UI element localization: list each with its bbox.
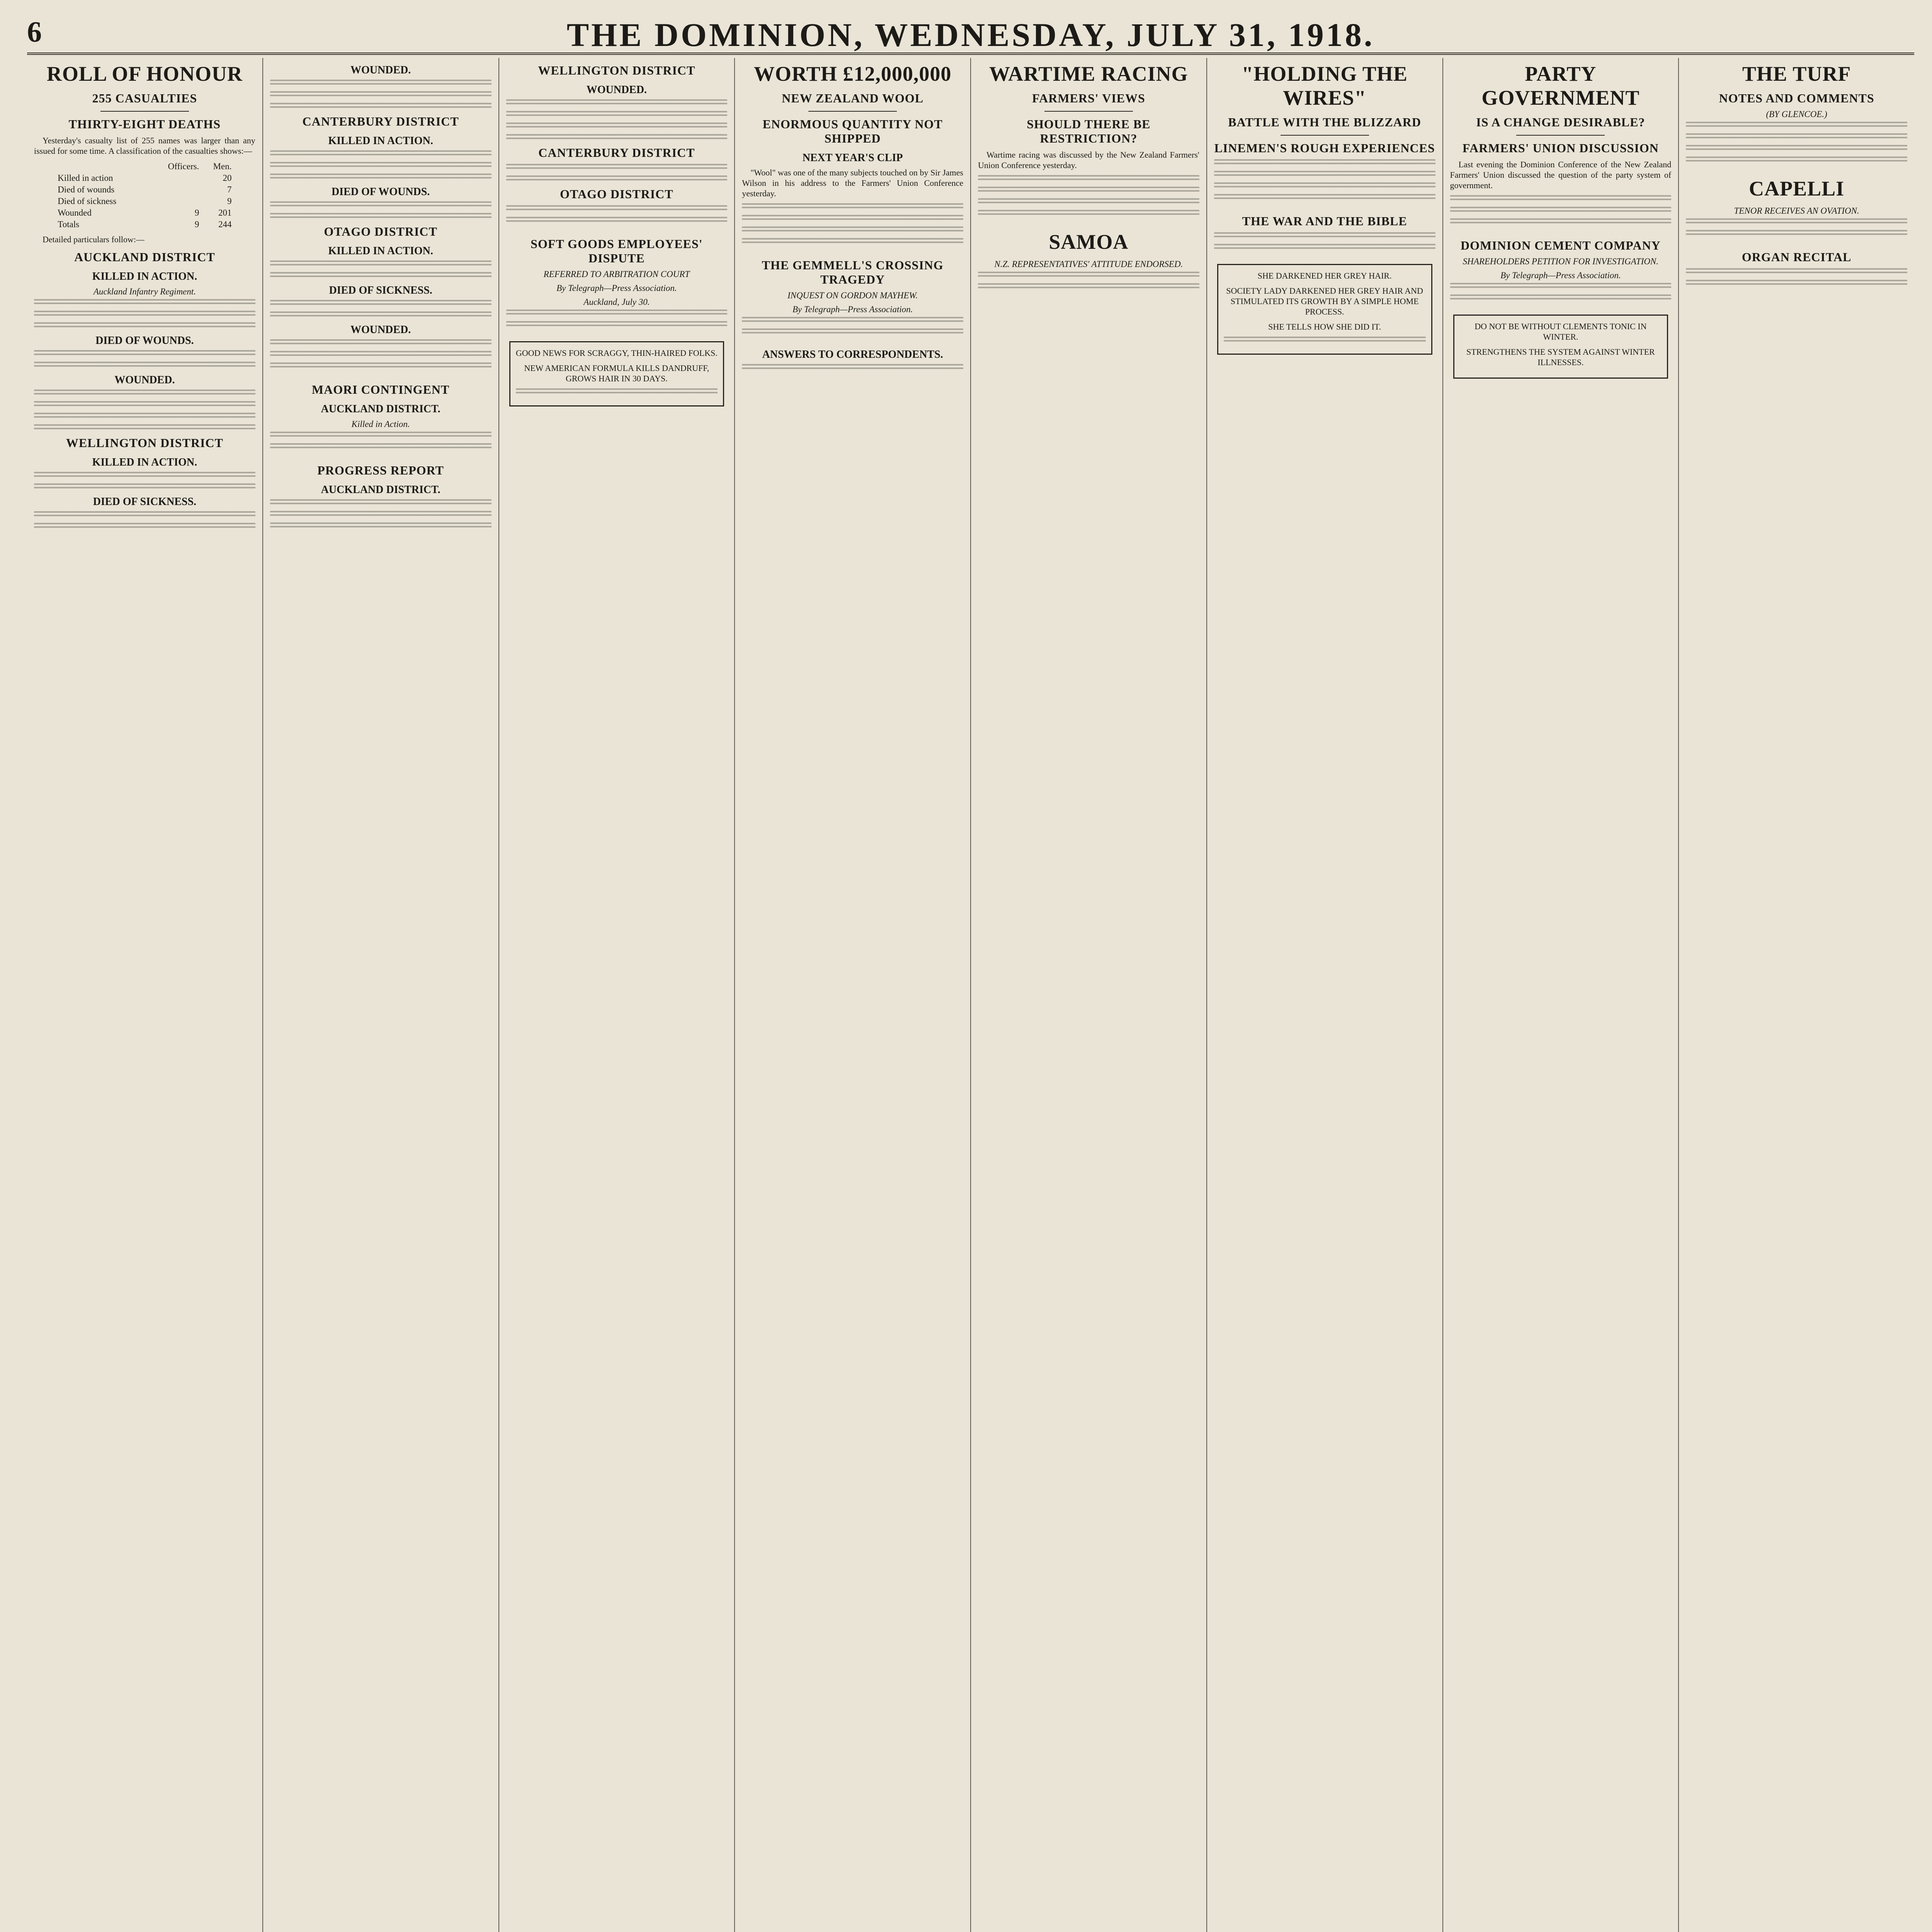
text-placeholder	[1214, 182, 1435, 189]
text-placeholder	[506, 321, 728, 327]
text-placeholder	[270, 499, 492, 505]
gemmell-title: THE GEMMELL'S CROSSING TRAGEDY	[762, 258, 944, 286]
text-placeholder	[270, 201, 492, 207]
table-cell: 244	[218, 219, 232, 229]
text-placeholder	[1450, 195, 1672, 201]
racing-sub2: SHOULD THERE BE RESTRICTION?	[1027, 117, 1151, 145]
soft-goods-sub: REFERRED TO ARBITRATION COURT	[543, 269, 690, 279]
canterbury-district-heading: CANTERBURY DISTRICT	[302, 114, 459, 128]
turf-sub: NOTES AND COMMENTS	[1719, 91, 1874, 105]
canterbury-district-heading: CANTERBURY DISTRICT	[538, 146, 695, 160]
wool-sub2: ENORMOUS QUANTITY NOT SHIPPED	[762, 117, 943, 145]
war-bible-article	[1214, 214, 1435, 250]
text-placeholder	[978, 198, 1199, 204]
cement-title: DOMINION CEMENT COMPANY	[1460, 238, 1661, 252]
text-placeholder	[34, 511, 255, 517]
divider	[100, 111, 189, 112]
newspaper-title: THE DOMINION, WEDNESDAY, JULY 31, 1918.	[566, 16, 1375, 53]
text-placeholder	[742, 203, 963, 209]
column-2	[263, 58, 499, 1932]
column-4	[735, 58, 971, 1932]
text-placeholder	[270, 443, 492, 449]
cement-source: By Telegraph—Press Association.	[1500, 270, 1621, 280]
text-placeholder	[978, 272, 1199, 278]
text-placeholder	[34, 322, 255, 328]
wires-sub2: LINEMEN'S ROUGH EXPERIENCES	[1214, 141, 1435, 155]
wool-sub3: NEXT YEAR'S CLIP	[802, 152, 903, 164]
turf-byline: (BY GLENCOE.)	[1766, 109, 1827, 119]
text-placeholder	[1214, 171, 1435, 177]
text-placeholder	[1686, 280, 1907, 286]
text-placeholder	[506, 134, 728, 140]
text-placeholder	[1686, 218, 1907, 224]
capelli-sub: TENOR RECEIVES AN OVATION.	[1734, 206, 1859, 216]
wires-title: "HOLDING THE WIRES"	[1242, 62, 1408, 109]
text-placeholder	[1224, 337, 1426, 343]
wellington-district-heading: WELLINGTON DISTRICT	[66, 436, 223, 450]
text-placeholder	[1214, 194, 1435, 200]
table-cell: 9	[194, 208, 199, 218]
column-3	[499, 58, 735, 1932]
column-7	[1443, 58, 1679, 1932]
table-cell: 9	[227, 196, 232, 206]
wounded-heading: WOUNDED.	[350, 64, 411, 76]
died-of-sickness-heading: DIED OF SICKNESS.	[93, 496, 197, 508]
wool-title: WORTH £12,000,000	[753, 62, 952, 85]
detail-note: Detailed particulars follow:—	[43, 235, 145, 244]
text-placeholder	[978, 175, 1199, 181]
wool-sub1: NEW ZEALAND WOOL	[782, 91, 924, 105]
text-placeholder	[34, 472, 255, 478]
text-placeholder	[34, 424, 255, 430]
table-cell: 9	[194, 219, 199, 229]
gemmell-source: By Telegraph—Press Association.	[792, 304, 913, 314]
table-cell	[56, 161, 149, 172]
text-placeholder	[270, 432, 492, 438]
grey-hair-sub2: SHE TELLS HOW SHE DID IT.	[1268, 322, 1381, 332]
table-row	[56, 219, 233, 230]
progress-report-article	[270, 463, 492, 529]
divider	[1281, 135, 1369, 136]
text-placeholder	[1686, 133, 1907, 139]
text-placeholder	[270, 150, 492, 156]
wool-lead: "Wool" was one of the many subjects touched on by Sir James Wilson in his address to the Farmers' Union Conference yesterday.	[742, 168, 963, 198]
racing-title: WARTIME RACING	[989, 62, 1188, 85]
text-placeholder	[34, 523, 255, 529]
text-placeholder	[742, 317, 963, 323]
roll-continued	[270, 64, 492, 369]
text-placeholder	[270, 300, 492, 306]
text-placeholder	[1686, 145, 1907, 151]
killed-heading: KILLED IN ACTION.	[328, 135, 433, 147]
party-title: PARTY GOVERNMENT	[1481, 62, 1640, 109]
text-placeholder	[270, 91, 492, 97]
text-placeholder	[270, 162, 492, 168]
text-placeholder	[270, 272, 492, 278]
samoa-title: SAMOA	[1049, 230, 1129, 253]
party-lead: Last evening the Dominion Conference of the New Zealand Farmers' Union discussed the question of the party system of government.	[1450, 160, 1672, 190]
text-placeholder	[34, 401, 255, 407]
samoa-article	[978, 230, 1199, 289]
wounded-heading: WOUNDED.	[586, 84, 647, 96]
gemmell-article	[742, 258, 963, 335]
table-cell: Died of sickness	[58, 196, 117, 206]
otago-district-heading: OTAGO DISTRICT	[560, 187, 673, 201]
divider	[1516, 135, 1605, 136]
capelli-article	[1686, 177, 1907, 236]
text-placeholder	[506, 175, 728, 182]
wounded-heading: WOUNDED.	[350, 324, 411, 336]
text-placeholder	[34, 389, 255, 396]
table-cell: Died of wounds	[58, 185, 115, 194]
text-placeholder	[34, 483, 255, 490]
war-bible-title: THE WAR AND THE BIBLE	[1242, 214, 1407, 228]
table-cell: Killed in action	[58, 173, 113, 183]
roll-of-honour-title: ROLL OF HONOUR	[46, 62, 243, 85]
table-header-row	[56, 161, 233, 172]
deaths-heading: THIRTY-EIGHT DEATHS	[68, 117, 221, 131]
hair-ad-headline: GOOD NEWS FOR SCRAGGY, THIN-HAIRED FOLKS.	[516, 348, 718, 358]
wounded-heading: WOUNDED.	[114, 374, 175, 386]
column-8	[1679, 58, 1914, 1932]
text-placeholder	[506, 111, 728, 117]
died-of-wounds-heading: DIED OF WOUNDS.	[331, 186, 430, 198]
text-placeholder	[1686, 156, 1907, 163]
text-placeholder	[1686, 122, 1907, 128]
killed-heading: KILLED IN ACTION.	[92, 270, 197, 282]
capelli-title: CAPELLI	[1749, 177, 1845, 200]
text-placeholder	[1450, 207, 1672, 213]
text-placeholder	[34, 311, 255, 317]
grey-hair-sub: SOCIETY LADY DARKENED HER GREY HAIR AND STIMULATED ITS GROWTH BY A SIMPLE HOME PROCESS.	[1226, 286, 1423, 316]
text-placeholder	[270, 260, 492, 267]
divider	[808, 111, 897, 112]
text-placeholder	[270, 351, 492, 357]
table-cell	[149, 196, 201, 207]
party-government-article	[1450, 62, 1672, 224]
table-cell: Men.	[213, 162, 232, 171]
cement-sub: SHAREHOLDERS PETITION FOR INVESTIGATION.	[1463, 257, 1659, 266]
text-placeholder	[506, 310, 728, 316]
text-placeholder	[1214, 232, 1435, 238]
maori-district: AUCKLAND DISTRICT.	[321, 403, 440, 415]
text-placeholder	[978, 187, 1199, 193]
turf-title: THE TURF	[1742, 62, 1851, 85]
table-cell	[149, 184, 201, 196]
text-placeholder	[742, 364, 963, 370]
text-placeholder	[1686, 230, 1907, 236]
honour-intro: Yesterday's casualty list of 255 names was larger than any issued for some time. A classification of the casualties shows:—	[34, 136, 255, 156]
column-5	[971, 58, 1207, 1932]
text-placeholder	[1450, 294, 1672, 301]
regiment-heading: Auckland Infantry Regiment.	[93, 287, 196, 296]
wires-article	[1214, 62, 1435, 200]
text-placeholder	[34, 362, 255, 368]
text-placeholder	[270, 80, 492, 86]
racing-sub1: FARMERS' VIEWS	[1032, 91, 1145, 105]
text-placeholder	[270, 511, 492, 517]
table-cell: Wounded	[58, 208, 92, 218]
auckland-district-heading: AUCKLAND DISTRICT	[74, 250, 215, 264]
text-placeholder	[270, 339, 492, 345]
roll-of-honour-article	[34, 62, 255, 529]
wool-article	[742, 62, 963, 244]
killed-heading: KILLED IN ACTION.	[328, 245, 433, 257]
text-placeholder	[506, 164, 728, 170]
maori-contingent-title: MAORI CONTINGENT	[311, 383, 450, 396]
soft-goods-dateline: Auckland, July 30.	[583, 297, 650, 307]
killed-heading: KILLED IN ACTION.	[92, 456, 197, 468]
column-1	[27, 58, 263, 1932]
text-placeholder	[1450, 283, 1672, 289]
column-6	[1207, 58, 1443, 1932]
otago-district-heading: OTAGO DISTRICT	[324, 224, 437, 238]
soft-goods-source: By Telegraph—Press Association.	[556, 283, 677, 293]
masthead	[27, 15, 1914, 55]
organ-recital-article	[1686, 250, 1907, 286]
text-placeholder	[270, 522, 492, 529]
text-placeholder	[742, 328, 963, 335]
text-placeholder	[270, 173, 492, 180]
text-placeholder	[1214, 159, 1435, 165]
page-number: 6	[27, 16, 42, 48]
gemmell-sub: INQUEST ON GORDON MAYHEW.	[787, 291, 918, 300]
column-container	[27, 58, 1914, 1932]
text-placeholder	[270, 213, 492, 219]
roll-continued	[506, 63, 728, 223]
table-cell: 20	[223, 173, 232, 183]
text-placeholder	[742, 238, 963, 244]
casualties-heading: 255 CASUALTIES	[92, 91, 197, 105]
table-row	[56, 207, 233, 219]
text-placeholder	[506, 217, 728, 223]
text-placeholder	[1450, 218, 1672, 224]
party-sub1: IS A CHANGE DESIRABLE?	[1476, 115, 1645, 129]
wires-sub1: BATTLE WITH THE BLIZZARD	[1228, 115, 1421, 129]
party-sub2: FARMERS' UNION DISCUSSION	[1462, 141, 1659, 155]
hair-ad-sub: NEW AMERICAN FORMULA KILLS DANDRUFF, GROWS HAIR IN 30 DAYS.	[524, 363, 709, 383]
table-row	[56, 172, 233, 184]
table-row	[56, 184, 233, 196]
table-cell	[149, 172, 201, 184]
winter-tonic-advertisement	[1453, 315, 1668, 379]
died-of-wounds-heading: DIED OF WOUNDS.	[95, 335, 194, 347]
maori-contingent-article	[270, 383, 492, 449]
table-row	[56, 196, 233, 207]
text-placeholder	[506, 122, 728, 129]
text-placeholder	[270, 103, 492, 109]
table-cell: Totals	[58, 219, 80, 229]
soft-goods-title: SOFT GOODS EMPLOYEES' DISPUTE	[531, 237, 703, 265]
turf-article	[1686, 62, 1907, 163]
racing-article	[978, 62, 1199, 216]
text-placeholder	[270, 362, 492, 369]
grey-hair-headline: SHE DARKENED HER GREY HAIR.	[1257, 271, 1392, 281]
winter-ad-line2: STRENGTHENS THE SYSTEM AGAINST WINTER ILLNESSES.	[1466, 347, 1655, 367]
organ-title: ORGAN RECITAL	[1742, 250, 1852, 264]
text-placeholder	[270, 311, 492, 318]
table-cell: Officers.	[168, 162, 199, 171]
text-placeholder	[742, 215, 963, 221]
soft-goods-article	[506, 237, 728, 327]
table-cell: 201	[218, 208, 232, 218]
wellington-district-heading: WELLINGTON DISTRICT	[538, 63, 696, 77]
died-of-sickness-heading: DIED OF SICKNESS.	[329, 284, 432, 296]
grey-hair-advertisement	[1217, 264, 1432, 355]
text-placeholder	[506, 205, 728, 211]
divider	[1044, 111, 1133, 112]
text-placeholder	[978, 210, 1199, 216]
table-cell: 7	[227, 185, 232, 194]
progress-district: AUCKLAND DISTRICT.	[321, 484, 440, 496]
text-placeholder	[34, 350, 255, 356]
text-placeholder	[742, 226, 963, 233]
racing-lead: Wartime racing was discussed by the New Zealand Farmers' Union Conference yesterday.	[978, 150, 1199, 170]
hair-advertisement	[509, 341, 724, 406]
progress-report-title: PROGRESS REPORT	[317, 463, 444, 477]
text-placeholder	[34, 413, 255, 419]
text-placeholder	[1686, 268, 1907, 274]
text-placeholder	[978, 283, 1199, 289]
text-placeholder	[506, 99, 728, 105]
answers-article	[742, 349, 963, 370]
text-placeholder	[34, 299, 255, 305]
answers-title: ANSWERS TO CORRESPONDENTS.	[762, 349, 943, 361]
text-placeholder	[516, 388, 718, 395]
text-placeholder	[1214, 244, 1435, 250]
maori-killed: Killed in Action.	[351, 419, 410, 429]
casualty-tally-table	[56, 161, 233, 230]
winter-ad-line1: DO NOT BE WITHOUT CLEMENTS TONIC IN WINTER.	[1475, 321, 1647, 342]
cement-article	[1450, 238, 1672, 301]
samoa-sub: N.Z. REPRESENTATIVES' ATTITUDE ENDORSED.	[994, 259, 1183, 269]
